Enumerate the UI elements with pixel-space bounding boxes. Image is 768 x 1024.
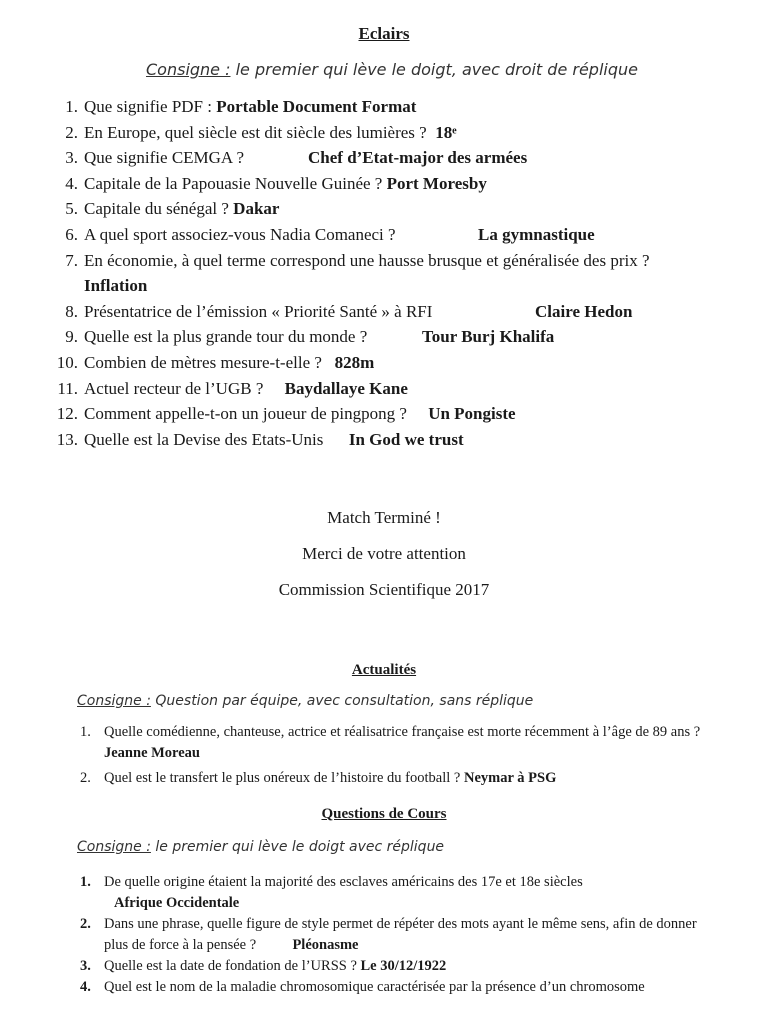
answer-text: Tour Burj Khalifa xyxy=(422,327,555,347)
answer-text: Neymar à PSG xyxy=(463,770,557,786)
question-number: 1. xyxy=(80,724,91,740)
consigne-label: Consigne : xyxy=(77,839,151,855)
question-item xyxy=(50,350,750,376)
consigne-text: le premier qui lève le doigt avec réplique xyxy=(150,839,445,855)
question-number: 2. xyxy=(65,122,78,142)
closing-line-2: Merci de votre attention xyxy=(302,544,466,563)
question-item xyxy=(50,145,750,171)
answer-text: Dakar xyxy=(233,199,280,219)
question-text: Actuel recteur de l’UGB ? xyxy=(84,378,264,398)
consigne-label: Consigne : xyxy=(146,60,231,79)
answer-text: 18ᵉ xyxy=(435,122,457,142)
answer-text: Jeanne Moreau xyxy=(104,745,200,761)
question-text: De quelle origine étaient la majorité des esclaves américains des 17e et 18e siècles xyxy=(104,874,583,890)
answer-text: Port Moresby xyxy=(386,173,487,193)
question-text: Dans une phrase, quelle figure de style permet de répéter des mots ayant le même sens, afin de donner plus de force à la pensée ? xyxy=(104,916,697,953)
question-number: 1. xyxy=(80,874,91,890)
cours-question-list xyxy=(80,872,724,998)
question-number: 13. xyxy=(56,429,78,449)
question-number: 10. xyxy=(56,352,78,372)
question-number: 9. xyxy=(65,327,78,347)
question-number: 11. xyxy=(57,378,78,398)
eclairs-question-list xyxy=(50,94,750,478)
question-item xyxy=(50,299,750,325)
question-text: A quel sport associez-vous Nadia Comaneci ? xyxy=(84,224,396,244)
question-item xyxy=(50,196,750,222)
question-item xyxy=(80,977,724,998)
question-number: 8. xyxy=(65,301,78,321)
section-title-eclairs: Eclairs xyxy=(358,24,410,43)
question-number: 4. xyxy=(80,979,91,995)
question-item xyxy=(50,120,750,146)
question-text: Capitale du sénégal ? xyxy=(84,199,234,219)
question-text: Combien de mètres mesure-t-elle ? xyxy=(84,352,322,372)
answer-text: Inflation xyxy=(84,276,148,296)
answer-text: Chef d’Etat-major des armées xyxy=(308,148,528,168)
question-item xyxy=(50,452,750,478)
answer-text: La gymnastique xyxy=(478,224,595,244)
answer-text: Pléonasme xyxy=(292,937,359,953)
question-item xyxy=(50,427,750,453)
question-number: 2. xyxy=(80,770,91,786)
answer-text: Afrique Occidentale xyxy=(114,895,240,911)
section-title-questions-de-cours: Questions de Cours xyxy=(321,806,447,822)
question-item xyxy=(80,768,724,789)
question-text: Que signifie CEMGA ? xyxy=(84,148,245,168)
question-number: 7. xyxy=(65,250,78,270)
consigne-text: le premier qui lève le doigt, avec droit de réplique xyxy=(230,60,638,79)
consigne-actualites xyxy=(77,693,533,709)
question-text: Quelle est la Devise des Etats-Unis xyxy=(84,429,328,449)
question-text: Quel est le transfert le plus onéreux de l’histoire du football ? xyxy=(104,770,464,786)
question-item xyxy=(50,94,750,120)
question-text: Quelle comédienne, chanteuse, actrice et réalisatrice française est morte récemment à l’âge de 89 ans ? xyxy=(104,724,701,740)
question-item xyxy=(80,872,724,914)
answer-text: Un Pongiste xyxy=(428,404,516,424)
question-text: Capitale de la Papouasie Nouvelle Guinée ? xyxy=(84,173,387,193)
question-item xyxy=(80,956,724,977)
question-item xyxy=(80,722,724,764)
question-number: 4. xyxy=(65,173,78,193)
question-text: En Europe, quel siècle est dit siècle des lumières ? xyxy=(84,122,427,142)
question-item xyxy=(80,914,724,956)
question-text: Présentatrice de l’émission « Priorité Santé » à RFI xyxy=(84,301,433,321)
answer-text: In God we trust xyxy=(348,429,464,449)
question-text: Quelle est la plus grande tour du monde ? xyxy=(84,327,368,347)
question-text: Que signifie PDF : xyxy=(84,97,217,116)
question-number: 5. xyxy=(65,199,78,219)
question-text: Quel est le nom de la maladie chromosomique caractérisée par la présence d’un chromosome xyxy=(104,979,645,995)
question-number: 6. xyxy=(65,224,78,244)
question-text: Quelle est la date de fondation de l’URSS ? xyxy=(104,958,361,974)
consigne-label: Consigne : xyxy=(77,693,151,709)
section-title-actualites: Actualités xyxy=(351,662,417,678)
question-item xyxy=(50,222,750,248)
question-number: 2. xyxy=(80,916,91,932)
answer-text: Le 30/12/1922 xyxy=(360,958,447,974)
question-item xyxy=(50,401,750,427)
question-item xyxy=(50,171,750,197)
question-number: 3. xyxy=(65,148,78,168)
question-item xyxy=(50,248,750,274)
question-text: En économie, à quel terme correspond une hausse brusque et généralisée des prix ? xyxy=(84,250,650,270)
question-number: 12. xyxy=(56,404,78,424)
answer-text: Claire Hedon xyxy=(535,301,633,321)
closing-line-3: Commission Scientifique 2017 xyxy=(278,580,490,599)
question-number: 1. xyxy=(65,97,78,116)
question-item xyxy=(50,324,750,350)
consigne-text: Question par équipe, avec consultation, sans réplique xyxy=(150,693,534,709)
question-text: Comment appelle-t-on un joueur de pingpong ? xyxy=(84,404,407,424)
closing-line-1: Match Terminé ! xyxy=(327,508,441,527)
question-item xyxy=(50,376,750,402)
consigne-questions-de-cours xyxy=(77,839,444,855)
consigne-eclairs xyxy=(146,60,638,79)
actualites-question-list xyxy=(80,722,724,789)
answer-text: Baydallaye Kane xyxy=(284,378,408,398)
question-number: 3. xyxy=(80,958,91,974)
answer-text: Portable Document Format xyxy=(216,97,417,116)
question-item-continuation xyxy=(50,273,750,299)
answer-text: 828m xyxy=(334,352,375,372)
